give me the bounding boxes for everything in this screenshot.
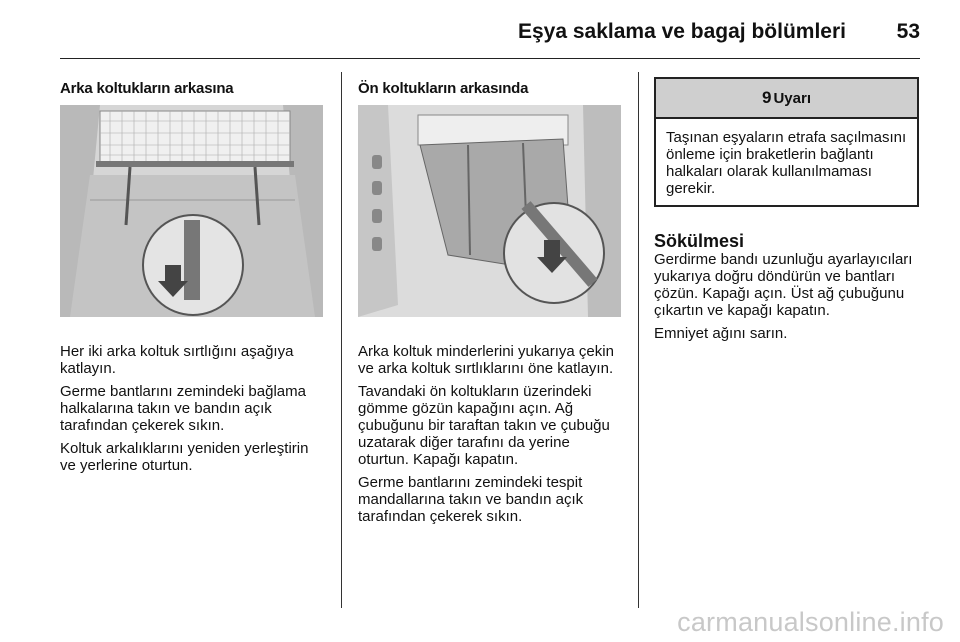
page-number: 53 xyxy=(896,20,920,43)
column-divider-1 xyxy=(341,72,342,608)
paragraph: Germe bantlarını zemindeki tespit mandallarına takın ve bandın açık tarafından çekerek sıkın. xyxy=(358,474,584,525)
section-heading-rear-seats: Arka koltukların arkasına xyxy=(60,80,234,97)
paragraph: Gerdirme bandı uzunluğu ayarlayıcıları yukarıya doğru döndürün ve bantları çözün. Kapağı açın. Üst ağ çubuğunu çıkartın ve kapağı kapatın. xyxy=(654,251,913,319)
cargo-net-front-seat-illustration xyxy=(358,105,621,317)
page-header xyxy=(60,16,920,59)
warning-triangle-icon: 9 xyxy=(762,88,772,107)
column-front-seat xyxy=(358,72,623,531)
paragraph: Germe bantlarını zemindeki bağlama halkalarına takın ve bandın açık tarafından çekerek sıkın. xyxy=(60,383,306,434)
paragraph: Koltuk arkalıklarını yeniden yerleştirin ve yerlerine oturtun. xyxy=(60,440,309,474)
paragraph: Tavandaki ön koltukların üzerindeki gömme gözün kapağını açın. Ağ çubuğunu bir taraftan takın ve çubuğu uzatarak diğer tarafını da yerine oturtun. Kapağı kapatın. xyxy=(358,383,610,468)
column-warning-removal xyxy=(654,77,919,348)
column-rear-seat xyxy=(60,72,325,480)
warning-text: Taşınan eşyaların etrafa saçılmasını önleme için braketlerin bağlantı halkaları olarak kullanılmaması gerekir. xyxy=(666,129,907,197)
warning-title: Uyarı xyxy=(773,89,811,107)
paragraph: Emniyet ağını sarın. xyxy=(654,325,788,342)
warning-box xyxy=(654,77,919,207)
section-title-removal: Sökülmesi xyxy=(654,231,745,251)
paragraph: Arka koltuk minderlerini yukarıya çekin ve arka koltuk sırtlıklarını öne katlayın. xyxy=(358,343,614,377)
cargo-net-rear-seat-illustration xyxy=(60,105,323,317)
watermark: carmanualsonline.info xyxy=(677,607,944,637)
column-divider-2 xyxy=(638,72,639,608)
warning-header xyxy=(656,79,917,119)
paragraph: Her iki arka koltuk sırtlığını aşağıya katlayın. xyxy=(60,343,294,377)
page-title: Eşya saklama ve bagaj bölümleri xyxy=(517,20,846,43)
section-heading-front-seats: Ön koltukların arkasında xyxy=(358,80,529,97)
